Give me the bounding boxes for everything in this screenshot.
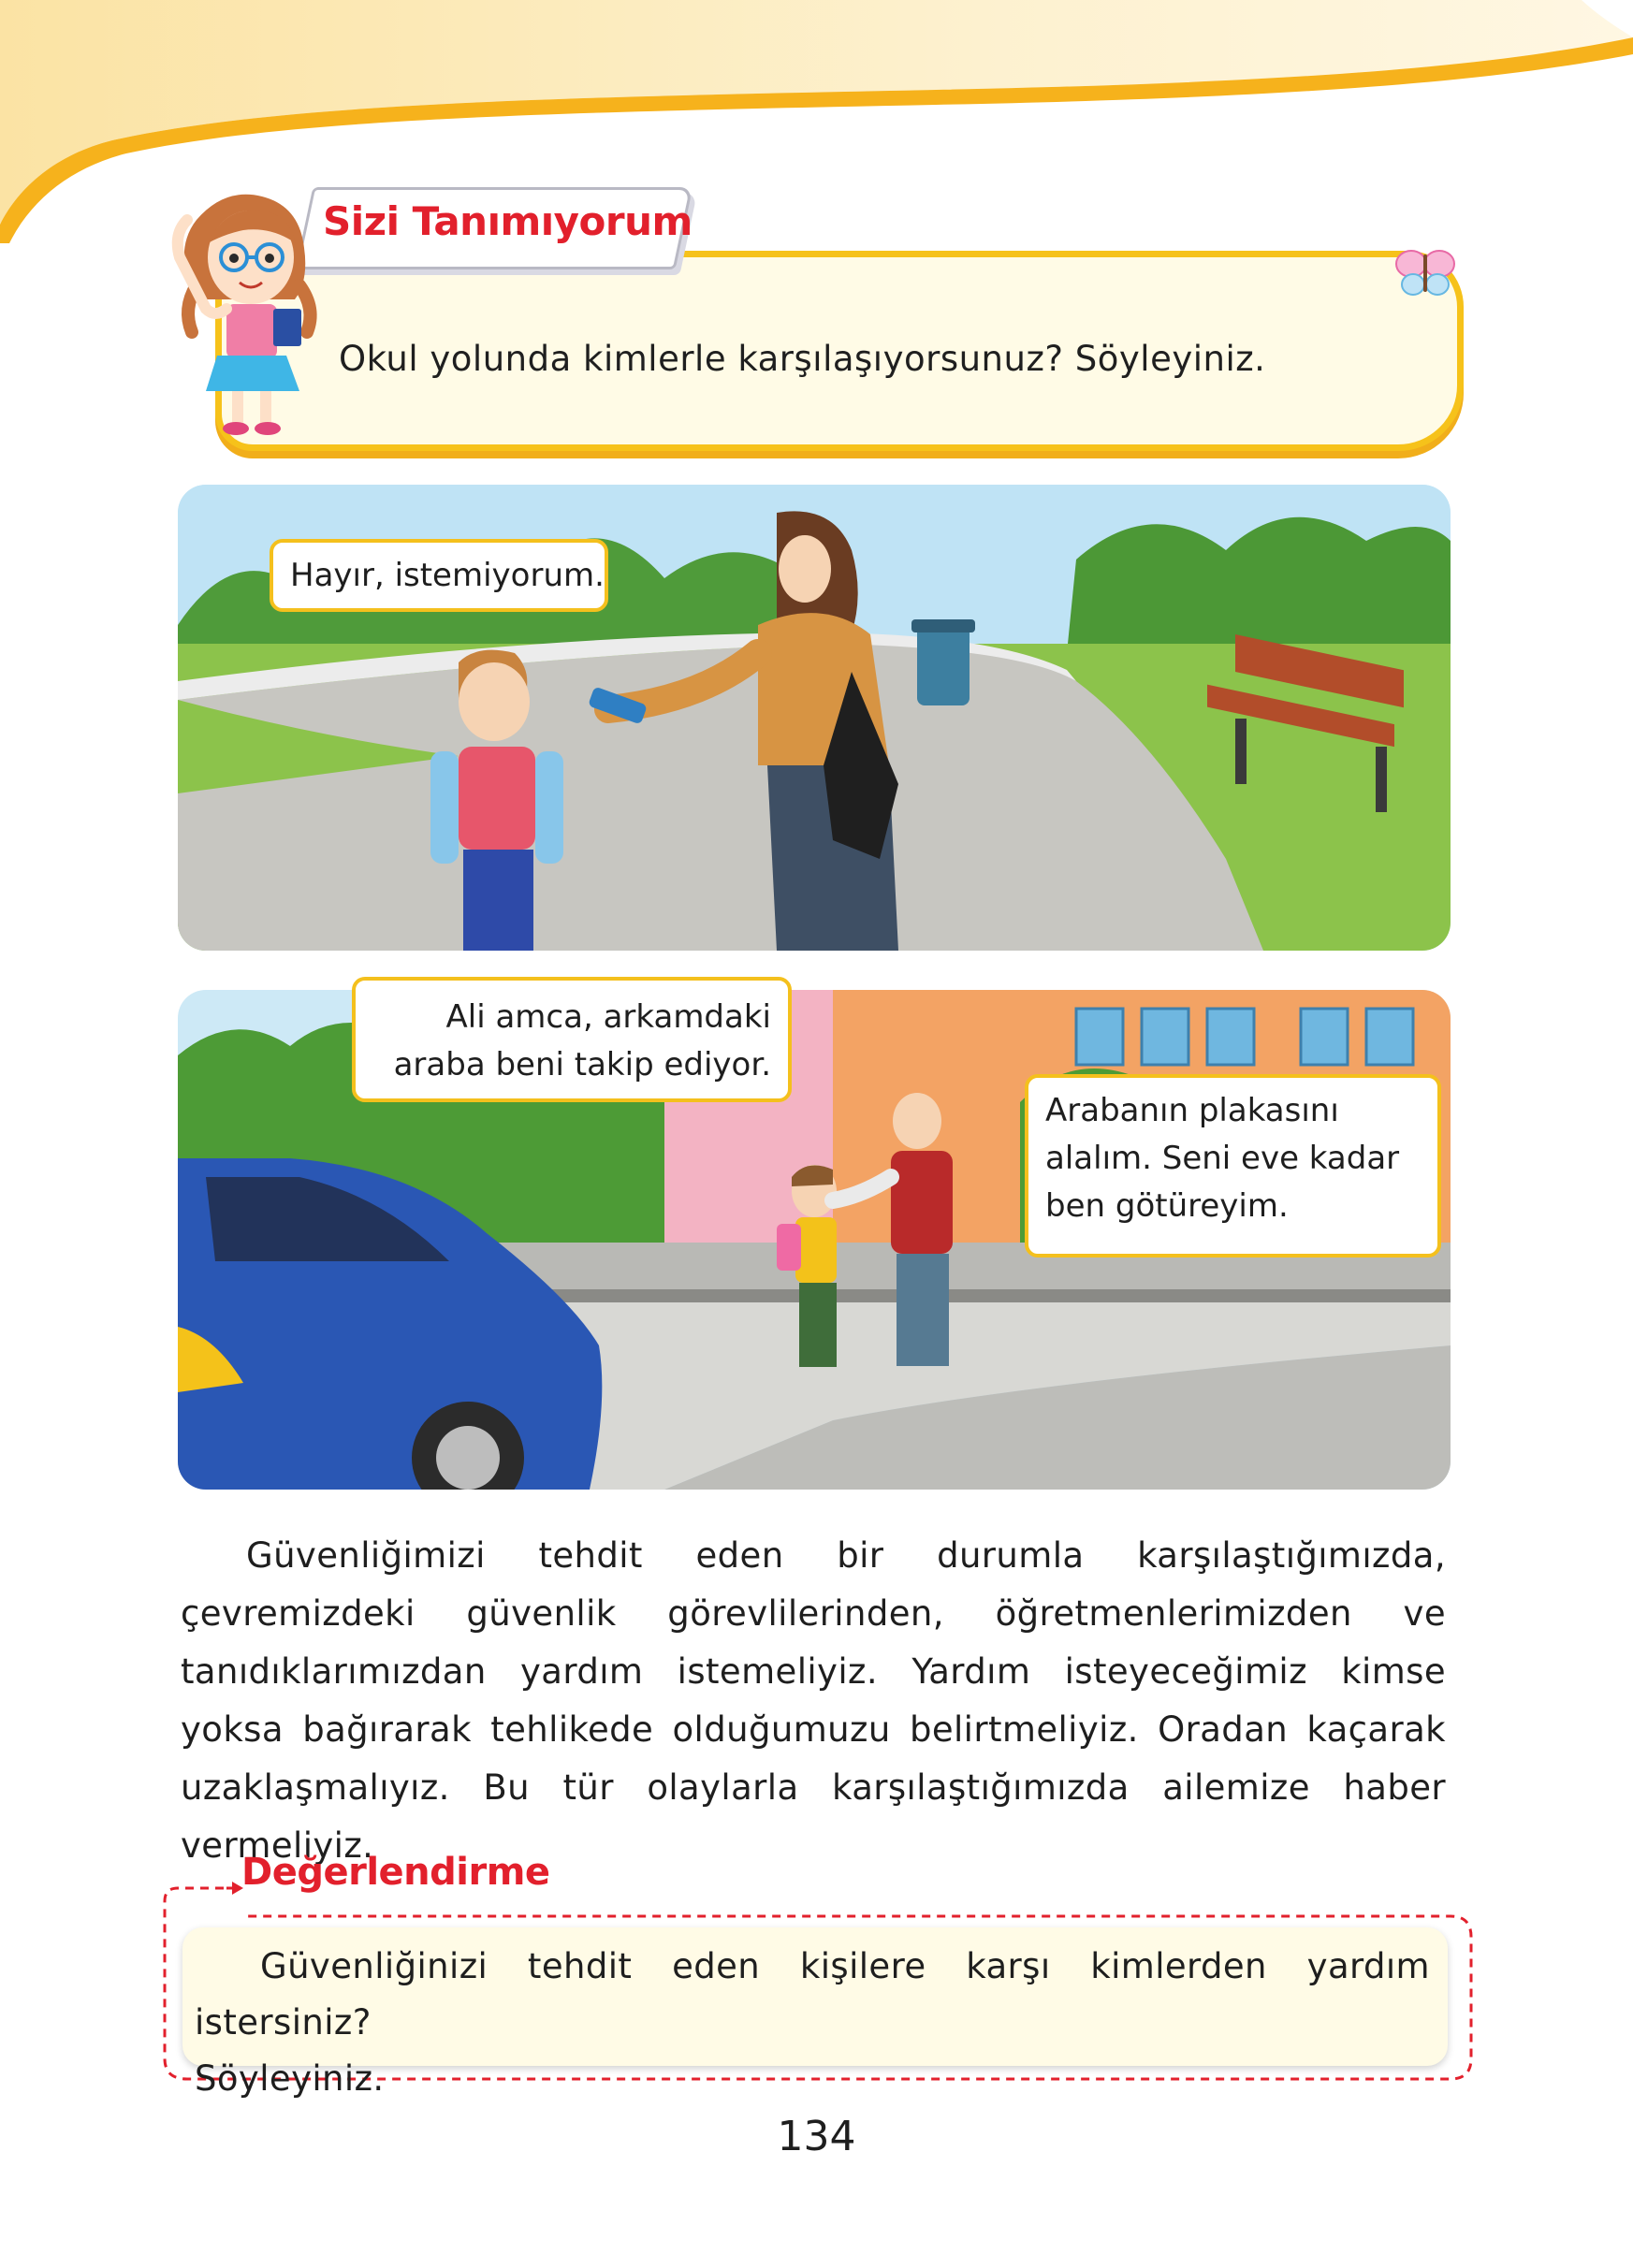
speech-bubble-old-man (1025, 1074, 1441, 1258)
speech-bubble-child-refusal (270, 539, 608, 612)
speech-bubble-child-request (352, 977, 792, 1102)
evaluation-text-line: Söyleyiniz. (195, 2058, 385, 2099)
evaluation-heading: Değerlendirme (241, 1851, 550, 1894)
girl-mascot-illustration (168, 168, 346, 440)
page-number: 134 (777, 2113, 856, 2160)
section-title: Sizi Tanımıyorum (323, 198, 693, 244)
speech-bubble-line: Ali amca, arkamdaki (445, 998, 771, 1036)
body-paragraph-text: Güvenliğimizi tehdit eden bir durumla karşılaştığımızda, çevremizdeki güvenlik görevlilerinden, öğretmenlerimizden ve tanıdıklarımızdan yardım istemeliyiz. Yardım isteyeceğimiz kimse yoksa bağırarak tehlikede olduğumuzu belirtmeliyiz. Oradan kaçarak uzaklaşmalıyız. Bu tür olaylarla karşılaştığımızda ailemize haber vermeliyiz. (181, 1535, 1446, 1866)
speech-bubble-text: Hayır, istemiyorum. (290, 557, 605, 594)
evaluation-text (195, 1939, 1430, 2107)
speech-bubble-line: alalım. Seni eve kadar (1045, 1140, 1400, 1177)
question-text: Okul yolunda kimlerle karşılaşıyorsunuz? Söyleyiniz. (339, 339, 1266, 379)
evaluation-text-line: Güvenliğinizi tehdit eden kişilere karşı kimlerden yardım istersiniz? (195, 1946, 1430, 2043)
body-paragraph (181, 1527, 1446, 1875)
speech-bubble-line: ben götüreyim. (1045, 1187, 1289, 1225)
speech-bubble-line: Arabanın plakasını (1045, 1092, 1339, 1129)
speech-bubble-line: araba beni takip ediyor. (393, 1046, 771, 1083)
butterfly-icon (1394, 245, 1456, 299)
